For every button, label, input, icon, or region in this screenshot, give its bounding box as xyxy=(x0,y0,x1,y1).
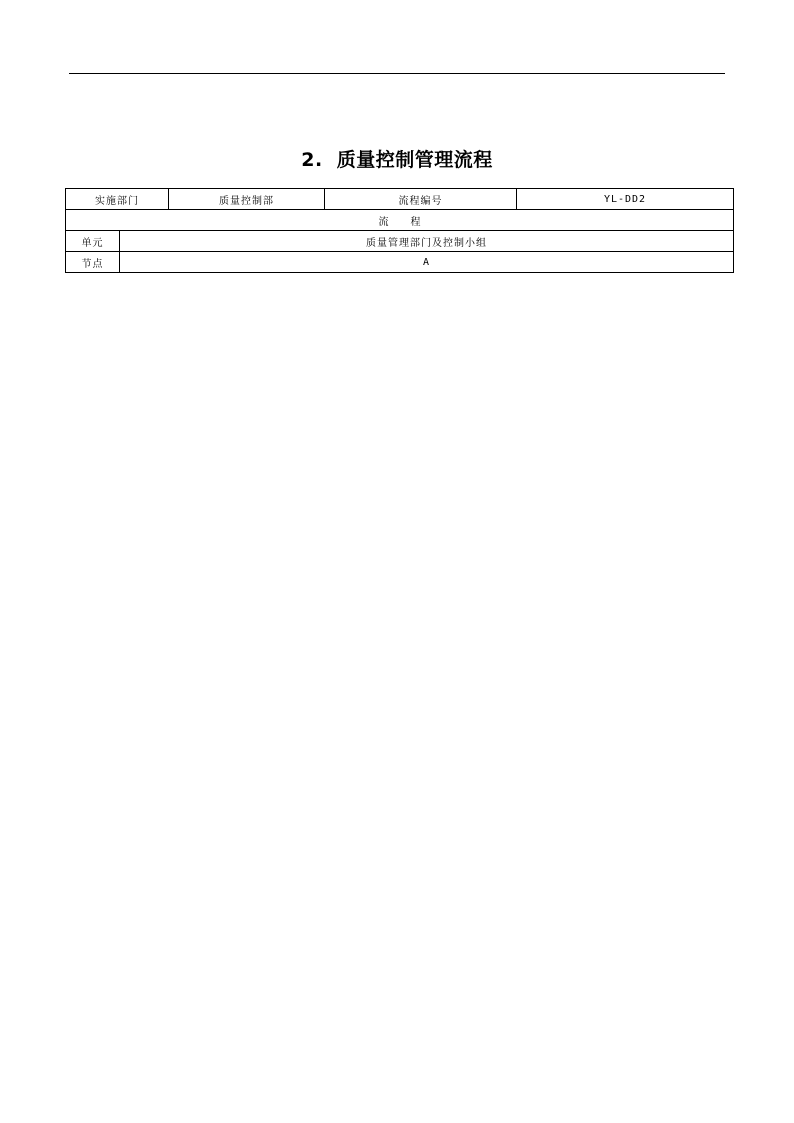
table-row-unit xyxy=(66,231,734,252)
process-table xyxy=(65,188,734,273)
title-number: 2. xyxy=(301,149,323,171)
flow-label-cell: 流程 xyxy=(66,210,734,231)
title-text: 质量控制管理流程 xyxy=(336,149,493,171)
node-label-cell: 节点 xyxy=(66,252,120,273)
header-rule xyxy=(69,73,725,74)
code-value-cell: YL-DD2 xyxy=(517,189,734,210)
table-row-flow xyxy=(66,210,734,231)
unit-value-cell: 质量管理部门及控制小组 xyxy=(120,231,734,252)
table-row-node xyxy=(66,252,734,273)
unit-label-cell: 单元 xyxy=(66,231,120,252)
code-label-cell: 流程编号 xyxy=(325,189,517,210)
table-row-header xyxy=(66,189,734,210)
document-title xyxy=(0,145,794,172)
dept-value-cell: 质量控制部 xyxy=(169,189,325,210)
dept-label-cell: 实施部门 xyxy=(66,189,169,210)
node-value-cell: A xyxy=(120,252,734,273)
